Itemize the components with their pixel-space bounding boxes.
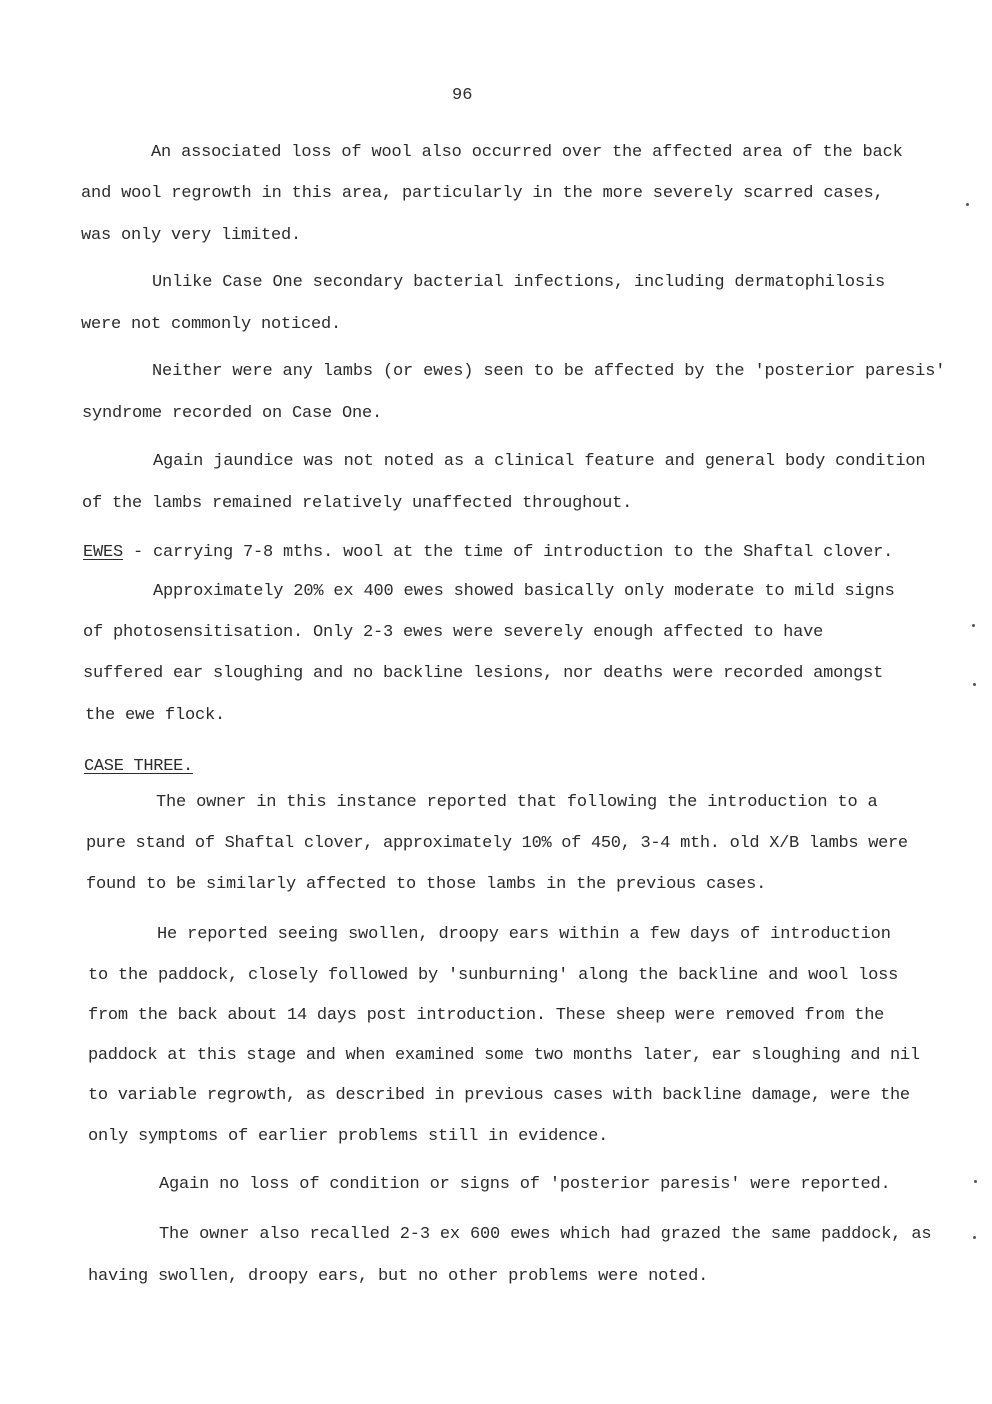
section-heading: CASE THREE.	[84, 757, 193, 776]
scan-speck	[974, 1180, 977, 1183]
ewes-heading	[83, 543, 893, 563]
text-line: Unlike Case One secondary bacterial infections, including dermatophilosis	[152, 273, 886, 292]
scan-speck	[966, 203, 969, 206]
text-line: of the lambs remained relatively unaffected throughout.	[82, 494, 633, 513]
page-number: 96	[452, 86, 473, 105]
text-line: of photosensitisation. Only 2-3 ewes were severely enough affected to have	[83, 623, 824, 642]
text-line: was only very limited.	[81, 226, 302, 245]
text-line: the ewe flock.	[85, 706, 226, 725]
text-line: to the paddock, closely followed by 'sunburning' along the backline and wool loss	[88, 966, 899, 985]
text-line: only symptoms of earlier problems still in evidence.	[88, 1127, 609, 1146]
text-line: pure stand of Shaftal clover, approximately 10% of 450, 3-4 mth. old X/B lambs were	[86, 834, 908, 853]
text-line: Neither were any lambs (or ewes) seen to be affected by the 'posterior paresis'	[152, 362, 946, 381]
text-line: suffered ear sloughing and no backline lesions, nor deaths were recorded amongst	[83, 664, 884, 683]
text-line: syndrome recorded on Case One.	[82, 404, 383, 423]
text-line: paddock at this stage and when examined some two months later, ear sloughing and nil	[88, 1046, 920, 1065]
text-line: Approximately 20% ex 400 ewes showed basically only moderate to mild signs	[153, 582, 895, 601]
text-line: having swollen, droopy ears, but no other problems were noted.	[88, 1267, 709, 1286]
text-line: - carrying 7-8 mths. wool at the time of introduction to the Shaftal clover.	[133, 543, 894, 562]
text-line: Again jaundice was not noted as a clinical feature and general body condition	[153, 452, 926, 471]
text-line: The owner also recalled 2-3 ex 600 ewes which had grazed the same paddock, as	[159, 1225, 932, 1244]
ewes-label: EWES	[83, 543, 124, 562]
text-line: Again no loss of condition or signs of 'posterior paresis' were reported.	[159, 1175, 891, 1194]
text-line: found to be similarly affected to those lambs in the previous cases.	[86, 875, 767, 894]
text-line: to variable regrowth, as described in previous cases with backline damage, were the	[88, 1086, 910, 1105]
scan-speck	[973, 683, 976, 686]
text-line: The owner in this instance reported that following the introduction to a	[156, 793, 878, 812]
text-line: An associated loss of wool also occurred over the affected area of the back	[151, 143, 903, 162]
text-line: He reported seeing swollen, droopy ears within a few days of introduction	[157, 925, 891, 944]
text-line: from the back about 14 days post introduction. These sheep were removed from the	[88, 1006, 885, 1025]
scan-speck	[972, 624, 975, 627]
scan-speck	[973, 1236, 976, 1239]
text-line: were not commonly noticed.	[81, 315, 342, 334]
text-line: and wool regrowth in this area, particularly in the more severely scarred cases,	[81, 184, 884, 203]
